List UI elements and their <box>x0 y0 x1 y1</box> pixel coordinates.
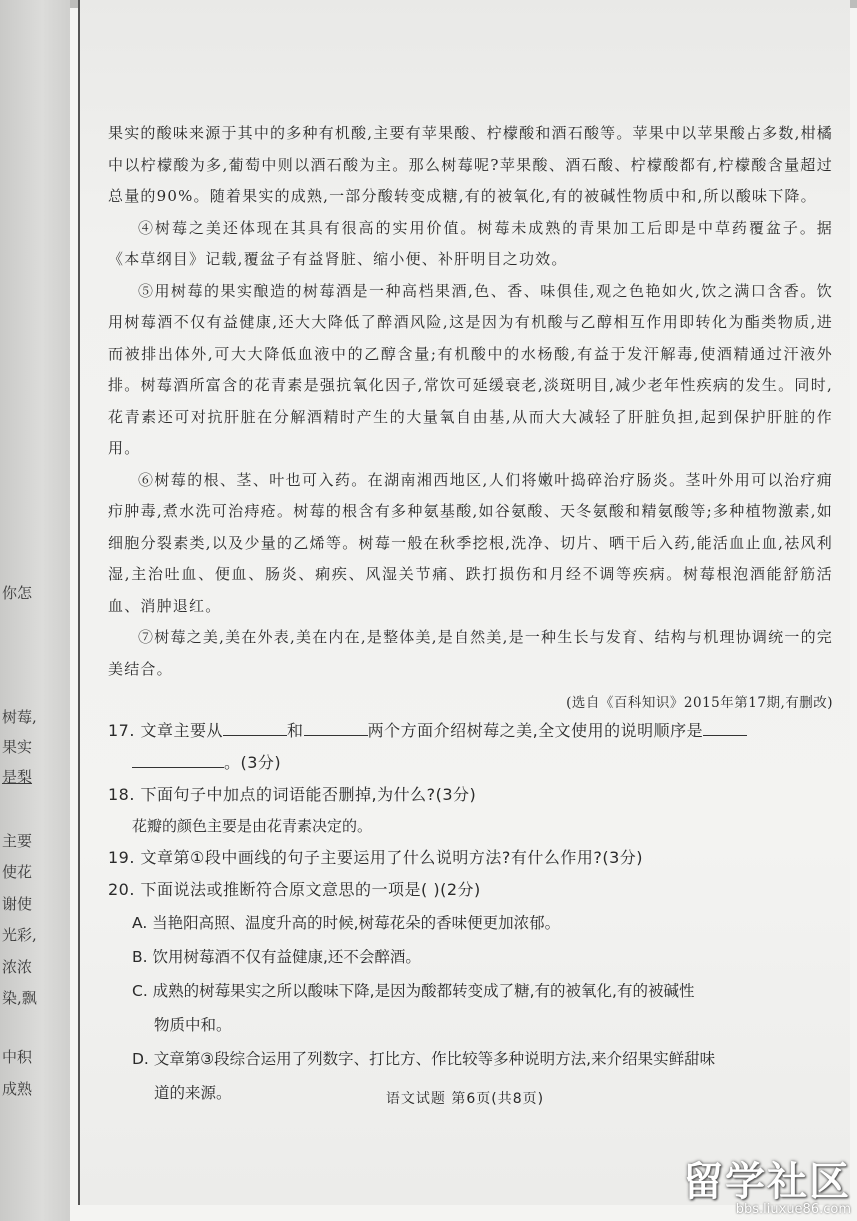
q17-text-c: 两个方面介绍树莓之美,全文使用的说明顺序是 <box>367 721 704 740</box>
left-fragment: 成熟 <box>2 1080 33 1098</box>
q17-text-b: 和 <box>287 721 304 740</box>
q17-text-a: 17. 文章主要从 <box>108 721 224 740</box>
watermark-logo-text: 留学社区 <box>683 1159 851 1205</box>
option-d-continued: 道的来源。 <box>154 1084 232 1102</box>
site-watermark <box>683 1161 851 1217</box>
left-fragment: 是梨 <box>2 768 33 786</box>
left-page-edge <box>0 0 70 1221</box>
watermark-url: bbs.liuxue86.com <box>735 1202 851 1217</box>
paragraph-3-continued: 果实的酸味来源于其中的多种有机酸,主要有苹果酸、柠檬酸和酒石酸等。苹果中以苹果酸占多数,柑橘中以柠檬酸为多,葡萄中则以酒石酸为主。那么树莓呢?苹果酸、酒石酸、柠檬酸都有,柠檬酸含量超过总量的90%。随着果实的成熟,一部分酸转变成糖,有的被氧化,有的被碱性物质中和,所以酸味下降。 <box>108 124 833 205</box>
paragraph-7: ⑦树莓之美,美在外表,美在内在,是整体美,是自然美,是一种生长与发育、结构与机理协调统一的完美结合。 <box>108 628 833 678</box>
question-18-sentence: 花瓣的颜色主要是由花青素决定的。 <box>132 817 373 835</box>
left-fragment: 主要 <box>2 832 33 850</box>
q17-blank-4[interactable] <box>132 749 224 768</box>
q17-blank-2[interactable] <box>304 717 368 736</box>
left-fragment: 染,飘 <box>2 989 37 1007</box>
question-19: 19. 文章第①段中画线的句子主要运用了什么说明方法?有什么作用?(3分) <box>108 848 644 867</box>
left-fragment: 你怎 <box>2 584 33 602</box>
option-b: B. 饮用树莓酒不仅有益健康,还不会醉酒。 <box>132 948 421 966</box>
exam-page <box>78 0 850 1205</box>
question-18: 18. 下面句子中加点的词语能否删掉,为什么?(3分) <box>108 785 477 804</box>
paragraph-5: ⑤用树莓的果实酿造的树莓酒是一种高档果酒,色、香、味俱佳,观之色艳如火,饮之满口含香。饮用树莓酒不仅有益健康,还大大降低了醉酒风险,这是因为有机酸与乙醇相互作用即转化为酯类物质,进而被排出体外,可大大降低血液中的乙醇含量;有机酸中的水杨酸,有益于发汗解毒,使酒精通过汗液外排。树莓酒所富含的花青素是强抗氧化因子,常饮可延缓衰老,淡斑明目,减少老年性疾病的发生。同时,花青素还可对抗肝脏在分解酒精时产生的大量氧自由基,从而大大减轻了肝脏负担,起到保护肝脏的作用。 <box>108 281 833 457</box>
option-d: D. 文章第③段综合运用了列数字、打比方、作比较等多种说明方法,来介绍果实鲜甜味 <box>132 1050 716 1068</box>
left-fragment: 树莓, <box>2 708 37 726</box>
question-17 <box>108 715 833 779</box>
q17-blank-3[interactable] <box>703 717 747 736</box>
left-fragment: 谢使 <box>2 895 33 913</box>
question-20: 20. 下面说法或推断符合原文意思的一项是( )(2分) <box>108 880 481 899</box>
paragraph-4: ④树莓之美还体现在其具有很高的实用价值。树莓未成熟的青果加工后即是中草药覆盆子。据《本草纲目》记载,覆盆子有益肾脏、缩小便、补肝明目之功效。 <box>108 218 833 268</box>
option-a: A. 当艳阳高照、温度升高的时候,树莓花朵的香味便更加浓郁。 <box>132 914 561 932</box>
q17-blank-1[interactable] <box>223 717 287 736</box>
left-fragment: 中积 <box>2 1048 33 1066</box>
q17-text-d: 。(3分) <box>224 753 282 772</box>
page-content <box>108 118 833 1110</box>
left-fragment: 浓浓 <box>2 958 33 976</box>
left-fragment: 光彩, <box>2 926 37 944</box>
option-c-continued: 物质中和。 <box>154 1016 232 1034</box>
page-footer: 语文试题 第6页(共8页) <box>385 1091 545 1107</box>
source-citation: (选自《百科知识》2015年第17期,有删改) <box>566 695 833 711</box>
left-fragment: 果实 <box>2 738 33 756</box>
left-fragment: 使花 <box>2 863 33 881</box>
paragraph-6: ⑥树莓的根、茎、叶也可入药。在湖南湘西地区,人们将嫩叶捣碎治疗肠炎。茎叶外用可以治疗痈疖肿毒,煮水洗可治痔疮。树莓的根含有多种氨基酸,如谷氨酸、天冬氨酸和精氨酸等;多种植物激素,如细胞分裂素类,以及少量的乙烯等。树莓一般在秋季挖根,洗净、切片、晒干后入药,能活血止血,祛风利湿,主治吐血、便血、肠炎、痢疾、风湿关节痛、跌打损伤和月经不调等疾病。树莓根泡酒能舒筋活血、消肿退红。 <box>108 470 833 615</box>
option-c: C. 成熟的树莓果实之所以酸味下降,是因为酸都转变成了糖,有的被氧化,有的被碱性 <box>132 982 695 1000</box>
